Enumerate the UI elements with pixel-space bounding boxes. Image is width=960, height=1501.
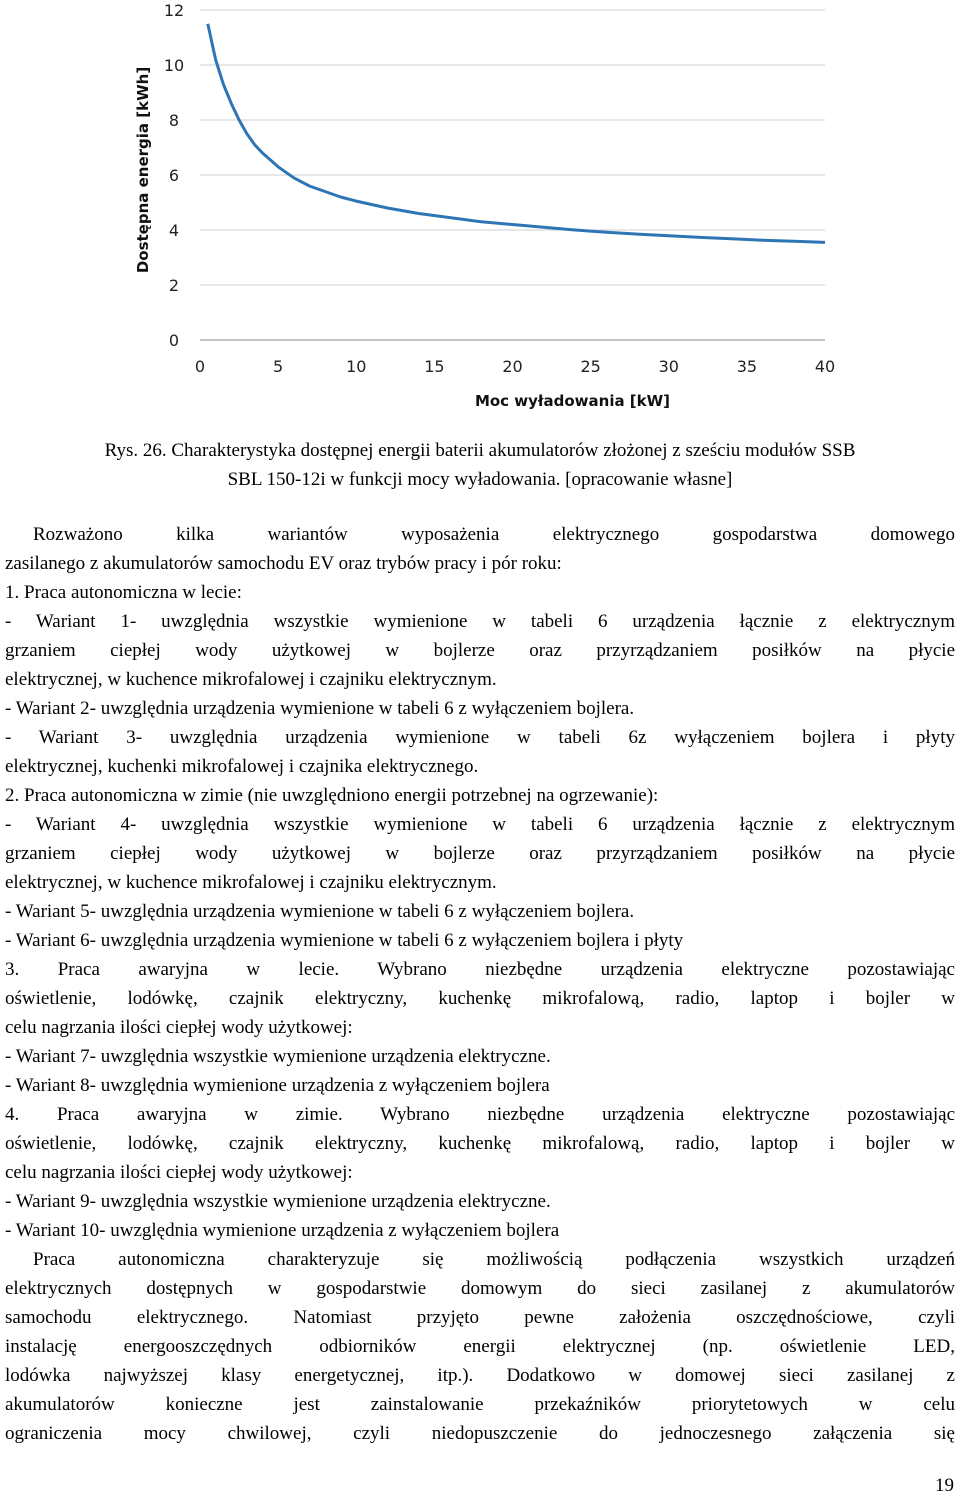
y-tick-label: 2 bbox=[168, 276, 180, 295]
text-line: oświetlenie, lodówkę, czajnik elektryczny, kuchenkę mikrofalową, radio, laptop i bojler w bbox=[5, 988, 955, 1009]
y-tick-label: 6 bbox=[168, 166, 180, 185]
text-line: - Wariant 1- uwzględnia wszystkie wymienione w tabeli 6 urządzenia łącznie z elektrycznym bbox=[5, 611, 955, 632]
series-line bbox=[208, 24, 825, 243]
x-axis-title: Moc wyładowania [kW] bbox=[474, 392, 671, 410]
y-tick-label: 12 bbox=[163, 1, 185, 20]
caption-line-2: SBL 150-12i w funkcji mocy wyładowania. [opracowanie własne] bbox=[227, 469, 733, 490]
y-tick-label: 8 bbox=[168, 111, 180, 130]
y-tick-label: 0 bbox=[168, 331, 180, 350]
y-tick-label: 4 bbox=[168, 221, 180, 240]
text-line: - Wariant 8- uwzględnia wymienione urządzenia z wyłączeniem bojlera bbox=[5, 1075, 550, 1096]
x-tick-label: 5 bbox=[273, 357, 284, 376]
text-line: - Wariant 6- uwzględnia urządzenia wymienione w tabeli 6 z wyłączeniem bojlera i płyty bbox=[5, 930, 684, 951]
body-text bbox=[5, 520, 955, 1448]
text-line: elektrycznej, kuchenki mikrofalowej i czajnika elektrycznego. bbox=[5, 756, 479, 777]
y-tick-label: 10 bbox=[163, 56, 185, 75]
text-line: elektrycznej, w kuchence mikrofalowej i czajniku elektrycznym. bbox=[5, 669, 497, 690]
text-line: - Wariant 2- uwzględnia urządzenia wymienione w tabeli 6 z wyłączeniem bojlera. bbox=[5, 698, 635, 719]
x-tick-label: 25 bbox=[580, 357, 601, 376]
x-tick-label: 40 bbox=[814, 357, 836, 376]
text-line: grzaniem ciepłej wody użytkowej w bojlerze oraz przyrządzaniem posiłków na płycie bbox=[5, 843, 955, 864]
text-line: celu nagrzania ilości ciepłej wody użytkowej: bbox=[5, 1017, 353, 1038]
energy-chart bbox=[120, 0, 860, 420]
figure-caption bbox=[0, 436, 960, 494]
page-number: 19 bbox=[935, 1475, 954, 1496]
text-line: Rozważono kilka wariantów wyposażenia elektrycznego gospodarstwa domowego bbox=[33, 524, 955, 545]
y-axis-title: Dostępna energia [kWh] bbox=[134, 66, 152, 274]
text-line: 3. Praca awaryjna w lecie. Wybrano niezbędne urządzenia elektryczne pozostawiając bbox=[5, 959, 955, 980]
text-line: instalację energooszczędnych odbiorników energii elektrycznej (np. oświetlenie LED, bbox=[5, 1336, 955, 1357]
text-line: - Wariant 3- uwzględnia urządzenia wymienione w tabeli 6z wyłączeniem bojlera i płyty bbox=[5, 727, 955, 748]
x-tick-label: 15 bbox=[424, 357, 445, 376]
caption-line-1: Rys. 26. Charakterystyka dostępnej energii baterii akumulatorów złożonej z sześciu modułów SSB bbox=[104, 440, 856, 461]
x-tick-label: 10 bbox=[346, 357, 367, 376]
text-line: oświetlenie, lodówkę, czajnik elektryczny, kuchenkę mikrofalową, radio, laptop i bojler w bbox=[5, 1133, 955, 1154]
text-line: 2. Praca autonomiczna w zimie (nie uwzględniono energii potrzebnej na ogrzewanie): bbox=[5, 785, 659, 806]
text-line: elektrycznych dostępnych w gospodarstwie domowym do sieci zasilanej z akumulatorów bbox=[5, 1278, 955, 1299]
text-line: - Wariant 7- uwzględnia wszystkie wymienione urządzenia elektryczne. bbox=[5, 1046, 551, 1067]
text-line: - Wariant 4- uwzględnia wszystkie wymienione w tabeli 6 urządzenia łącznie z elektrycznym bbox=[5, 814, 955, 835]
text-line: ograniczenia mocy chwilowej, czyli niedopuszczenie do jednoczesnego załączenia się bbox=[5, 1423, 955, 1444]
text-line: akumulatorów konieczne jest zainstalowanie przekaźników priorytetowych w celu bbox=[5, 1394, 955, 1415]
chart-svg bbox=[120, 0, 860, 420]
text-line: - Wariant 10- uwzględnia wymienione urządzenia z wyłączeniem bojlera bbox=[5, 1220, 560, 1241]
x-tick-label: 30 bbox=[658, 357, 679, 376]
text-line: 4. Praca awaryjna w zimie. Wybrano niezbędne urządzenia elektryczne pozostawiając bbox=[5, 1104, 955, 1125]
text-line: Praca autonomiczna charakteryzuje się możliwością podłączenia wszystkich urządzeń bbox=[33, 1249, 955, 1270]
text-line: zasilanego z akumulatorów samochodu EV oraz trybów pracy i pór roku: bbox=[5, 553, 562, 574]
x-tick-label: 0 bbox=[194, 357, 206, 376]
text-line: elektrycznej, w kuchence mikrofalowej i czajniku elektrycznym. bbox=[5, 872, 497, 893]
x-tick-label: 20 bbox=[502, 357, 523, 376]
text-line: lodówka najwyższej klasy energetycznej, itp.). Dodatkowo w domowej sieci zasilanej z bbox=[5, 1365, 955, 1386]
text-line: - Wariant 9- uwzględnia wszystkie wymienione urządzenia elektryczne. bbox=[5, 1191, 551, 1212]
text-line: celu nagrzania ilości ciepłej wody użytkowej: bbox=[5, 1162, 353, 1183]
text-line: - Wariant 5- uwzględnia urządzenia wymienione w tabeli 6 z wyłączeniem bojlera. bbox=[5, 901, 635, 922]
text-line: samochodu elektrycznego. Natomiast przyjęto pewne założenia oszczędnościowe, czyli bbox=[5, 1307, 955, 1328]
x-tick-label: 35 bbox=[736, 357, 758, 376]
text-line: grzaniem ciepłej wody użytkowej w bojlerze oraz przyrządzaniem posiłków na płycie bbox=[5, 640, 955, 661]
text-line: 1. Praca autonomiczna w lecie: bbox=[5, 582, 242, 603]
